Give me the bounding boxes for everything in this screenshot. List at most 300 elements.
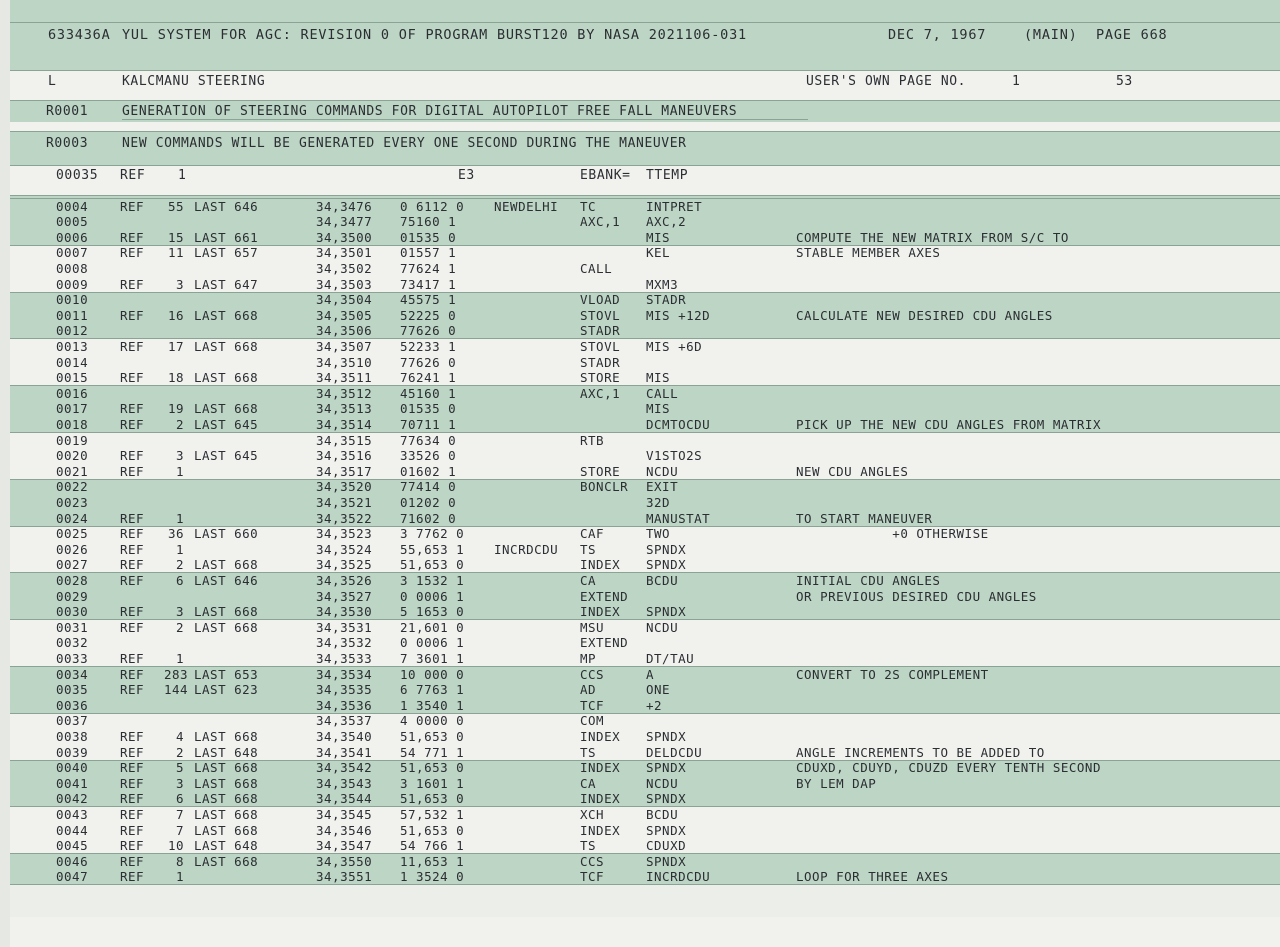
rule — [10, 100, 1280, 101]
row-refnum: 11 — [168, 245, 185, 261]
row-seq: 0035 — [56, 682, 89, 698]
rule — [10, 131, 1280, 132]
table-row — [0, 869, 1280, 885]
table-row — [0, 277, 1280, 293]
row-address: 34,3546 — [316, 822, 373, 838]
row-label: NEWDELHI — [494, 198, 559, 214]
row-seq: 0012 — [56, 323, 89, 339]
row-address: 34,3515 — [316, 432, 373, 448]
header-job: 633436A — [48, 27, 111, 43]
row-operand: DCMTOCDU — [646, 416, 711, 432]
row-opcode: INDEX — [580, 822, 621, 838]
row-refnum: 3 — [176, 604, 185, 620]
row-refnum: 4 — [176, 728, 185, 744]
row-refnum: 1 — [176, 541, 185, 557]
row-ref: REF — [120, 463, 145, 479]
table-row — [0, 760, 1280, 776]
row-seq: 0018 — [56, 416, 89, 432]
row-last: LAST 645 — [194, 416, 259, 432]
row-address: 34,3502 — [316, 260, 373, 276]
row-ref: REF — [120, 541, 145, 557]
table-row — [0, 667, 1280, 683]
row-last: LAST 668 — [194, 307, 259, 323]
row-code: 3 1601 1 — [400, 775, 465, 791]
row-code: 10 000 0 — [400, 666, 465, 682]
rule — [10, 195, 1280, 196]
row-address: 34,3507 — [316, 338, 373, 354]
row-address: 34,3550 — [316, 853, 373, 869]
row-address: 34,3540 — [316, 728, 373, 744]
row-opcode: STORE — [580, 463, 621, 479]
row-ref: REF — [120, 853, 145, 869]
row-opcode: CALL — [580, 260, 613, 276]
row-code: 51,653 0 — [400, 557, 465, 573]
row-opcode: CCS — [580, 666, 605, 682]
row-address: 34,3505 — [316, 307, 373, 323]
row-opcode: STOVL — [580, 338, 621, 354]
table-row — [0, 479, 1280, 495]
table-row — [0, 573, 1280, 589]
row-refnum: 55 — [168, 198, 185, 214]
table-row — [0, 355, 1280, 371]
row-code: 77414 0 — [400, 479, 457, 495]
row-operand: NCDU — [646, 463, 679, 479]
row-code: 01602 1 — [400, 463, 457, 479]
table-row — [0, 854, 1280, 870]
row-operand: SPNDX — [646, 760, 687, 776]
row-refnum: 7 — [176, 806, 185, 822]
row-refnum: 2 — [176, 416, 185, 432]
row-last: LAST 646 — [194, 572, 259, 588]
row-seq: 0009 — [56, 276, 89, 292]
row-opcode: CA — [580, 572, 597, 588]
row-opcode: CAF — [580, 526, 605, 542]
row-code: 71602 0 — [400, 510, 457, 526]
row-ref: REF — [120, 728, 145, 744]
row-address: 34,3542 — [316, 760, 373, 776]
table-row — [0, 542, 1280, 558]
row-address: 34,3503 — [316, 276, 373, 292]
row-code: 51,653 0 — [400, 822, 465, 838]
row-comment: TO START MANEUVER — [796, 510, 933, 526]
row-ref: REF — [120, 526, 145, 542]
row-opcode: RTB — [580, 432, 605, 448]
row-address: 34,3547 — [316, 838, 373, 854]
table-row — [0, 526, 1280, 542]
ebank-band — [10, 165, 1280, 195]
row-operand: MIS +6D — [646, 338, 703, 354]
row-code: 51,653 0 — [400, 760, 465, 776]
row-comment: ANGLE INCREMENTS TO BE ADDED TO — [796, 744, 1045, 760]
row-opcode: TCF — [580, 697, 605, 713]
table-row — [0, 807, 1280, 823]
row-operand: CALL — [646, 385, 679, 401]
row-refnum: 2 — [176, 619, 185, 635]
row-opcode: MP — [580, 650, 597, 666]
row-seq: 0029 — [56, 588, 89, 604]
row-opcode: AXC,1 — [580, 214, 621, 230]
row-opcode: STORE — [580, 370, 621, 386]
table-row — [0, 230, 1280, 246]
row-operand: CDUXD — [646, 838, 687, 854]
row-refnum: 2 — [176, 557, 185, 573]
row-operand: SPNDX — [646, 853, 687, 869]
row-refnum: 16 — [168, 307, 185, 323]
row-seq: 0015 — [56, 370, 89, 386]
table-row — [0, 214, 1280, 230]
row-seq: 0020 — [56, 448, 89, 464]
row-address: 34,3520 — [316, 479, 373, 495]
row-operand: ONE — [646, 682, 671, 698]
row-code: 77624 1 — [400, 260, 457, 276]
row-opcode: TC — [580, 198, 597, 214]
row-code: 4 0000 0 — [400, 713, 465, 729]
row-address: 34,3545 — [316, 806, 373, 822]
table-row — [0, 745, 1280, 761]
row-refnum: 1 — [176, 463, 185, 479]
row-address: 34,3537 — [316, 713, 373, 729]
table-row — [0, 417, 1280, 433]
row-seq: 0016 — [56, 385, 89, 401]
row-ref: REF — [120, 416, 145, 432]
ebank-operand: TTEMP — [646, 168, 689, 183]
row-code: 7 3601 1 — [400, 650, 465, 666]
row-code: 3 7762 0 — [400, 526, 465, 542]
row-address: 34,3514 — [316, 416, 373, 432]
row-address: 34,3476 — [316, 198, 373, 214]
row-operand: STADR — [646, 292, 687, 308]
row-operand: SPNDX — [646, 557, 687, 573]
rule — [10, 70, 1280, 71]
row-ref: REF — [120, 572, 145, 588]
row-seq: 0021 — [56, 463, 89, 479]
users-page-no: 1 — [1012, 74, 1021, 89]
row-last: LAST 668 — [194, 806, 259, 822]
row-code: 0 0006 1 — [400, 588, 465, 604]
row-operand: SPNDX — [646, 728, 687, 744]
row-refnum: 1 — [176, 510, 185, 526]
row-last: LAST 647 — [194, 276, 259, 292]
table-row — [0, 448, 1280, 464]
row-operand: MANUSTAT — [646, 510, 711, 526]
row-code: 76241 1 — [400, 370, 457, 386]
table-row — [0, 776, 1280, 792]
remark-id: R0003 — [46, 136, 89, 151]
row-comment: PICK UP THE NEW CDU ANGLES FROM MATRIX — [796, 416, 1101, 432]
row-code: 52225 0 — [400, 307, 457, 323]
row-refnum: 3 — [176, 276, 185, 292]
row-opcode: TS — [580, 838, 597, 854]
row-operand: DT/TAU — [646, 650, 695, 666]
row-ref: REF — [120, 806, 145, 822]
row-opcode: VLOAD — [580, 292, 621, 308]
row-seq: 0042 — [56, 791, 89, 807]
row-seq: 0039 — [56, 744, 89, 760]
table-row — [0, 713, 1280, 729]
row-operand: SPNDX — [646, 822, 687, 838]
row-ref: REF — [120, 557, 145, 573]
row-refnum: 1 — [176, 650, 185, 666]
row-seq: 0023 — [56, 494, 89, 510]
row-code: 21,601 0 — [400, 619, 465, 635]
row-last: LAST 668 — [194, 338, 259, 354]
row-ref: REF — [120, 838, 145, 854]
row-address: 34,3551 — [316, 869, 373, 885]
row-ref: REF — [120, 338, 145, 354]
row-refnum: 18 — [168, 370, 185, 386]
row-seq: 0044 — [56, 822, 89, 838]
row-ref: REF — [120, 276, 145, 292]
table-row — [0, 620, 1280, 636]
row-ref: REF — [120, 245, 145, 261]
row-seq: 0008 — [56, 260, 89, 276]
row-last: LAST 623 — [194, 682, 259, 698]
row-operand: MIS — [646, 229, 671, 245]
row-last: LAST 668 — [194, 822, 259, 838]
row-operand: +2 — [646, 697, 663, 713]
row-operand: BCDU — [646, 572, 679, 588]
row-ref: REF — [120, 760, 145, 776]
row-code: 6 7763 1 — [400, 682, 465, 698]
row-code: 70711 1 — [400, 416, 457, 432]
row-operand: V1STO2S — [646, 448, 703, 464]
row-address: 34,3500 — [316, 229, 373, 245]
row-opcode: STADR — [580, 323, 621, 339]
row-opcode: COM — [580, 713, 605, 729]
row-seq: 0041 — [56, 775, 89, 791]
table-row — [0, 370, 1280, 386]
row-code: 75160 1 — [400, 214, 457, 230]
row-ref: REF — [120, 510, 145, 526]
rule — [10, 22, 1280, 23]
row-refnum: 5 — [176, 760, 185, 776]
row-code: 54 771 1 — [400, 744, 465, 760]
row-last: LAST 653 — [194, 666, 259, 682]
row-refnum: 7 — [176, 822, 185, 838]
row-opcode: INDEX — [580, 791, 621, 807]
row-last: LAST 645 — [194, 448, 259, 464]
row-last: LAST 668 — [194, 619, 259, 635]
row-opcode: INDEX — [580, 557, 621, 573]
row-comment: OR PREVIOUS DESIRED CDU ANGLES — [796, 588, 1037, 604]
row-last: LAST 660 — [194, 526, 259, 542]
table-row — [0, 386, 1280, 402]
row-address: 34,3501 — [316, 245, 373, 261]
row-comment: BY LEM DAP — [796, 775, 877, 791]
row-last: LAST 668 — [194, 760, 259, 776]
users-page-extra: 53 — [1116, 74, 1133, 89]
row-seq: 0027 — [56, 557, 89, 573]
table-row — [0, 245, 1280, 261]
row-code: 54 766 1 — [400, 838, 465, 854]
row-ref: REF — [120, 198, 145, 214]
row-code: 0 6112 0 — [400, 198, 465, 214]
row-seq: 0043 — [56, 806, 89, 822]
row-label: INCRDCDU — [494, 541, 559, 557]
row-seq: 0037 — [56, 713, 89, 729]
row-code: 45575 1 — [400, 292, 457, 308]
row-seq: 0005 — [56, 214, 89, 230]
table-row — [0, 199, 1280, 215]
row-seq: 0025 — [56, 526, 89, 542]
table-row — [0, 401, 1280, 417]
row-seq: 0030 — [56, 604, 89, 620]
rule — [10, 165, 1280, 166]
ebank-refnum: 1 — [178, 168, 187, 183]
row-ref: REF — [120, 650, 145, 666]
row-ref: REF — [120, 682, 145, 698]
row-operand: MIS — [646, 370, 671, 386]
table-row — [0, 823, 1280, 839]
row-operand: BCDU — [646, 806, 679, 822]
row-seq: 0033 — [56, 650, 89, 666]
table-row — [0, 323, 1280, 339]
row-opcode: INDEX — [580, 728, 621, 744]
row-last: LAST 661 — [194, 229, 259, 245]
table-row — [0, 651, 1280, 667]
row-seq: 0006 — [56, 229, 89, 245]
row-operand: AXC,2 — [646, 214, 687, 230]
row-seq: 0022 — [56, 479, 89, 495]
row-comment: +0 OTHERWISE — [796, 526, 989, 542]
row-code: 3 1532 1 — [400, 572, 465, 588]
log-name: KALCMANU STEERING — [122, 74, 266, 89]
row-address: 34,3504 — [316, 292, 373, 308]
row-refnum: 6 — [176, 572, 185, 588]
row-seq: 0031 — [56, 619, 89, 635]
row-ref: REF — [120, 401, 145, 417]
row-ref: REF — [120, 791, 145, 807]
row-opcode: XCH — [580, 806, 605, 822]
row-code: 77626 0 — [400, 323, 457, 339]
row-seq: 0011 — [56, 307, 89, 323]
header-page: PAGE 668 — [1096, 27, 1168, 43]
row-address: 34,3532 — [316, 635, 373, 651]
row-last: LAST 668 — [194, 853, 259, 869]
row-code: 55,653 1 — [400, 541, 465, 557]
table-row — [0, 557, 1280, 573]
row-code: 11,653 1 — [400, 853, 465, 869]
row-address: 34,3524 — [316, 541, 373, 557]
row-refnum: 17 — [168, 338, 185, 354]
row-refnum: 283 — [164, 666, 189, 682]
page-bottom — [10, 917, 1280, 947]
row-refnum: 8 — [176, 853, 185, 869]
header-section: (MAIN) — [1024, 27, 1078, 43]
row-last: LAST 668 — [194, 557, 259, 573]
row-operand: KEL — [646, 245, 671, 261]
table-row — [0, 698, 1280, 714]
row-operand: SPNDX — [646, 791, 687, 807]
row-opcode: TS — [580, 744, 597, 760]
row-refnum: 36 — [168, 526, 185, 542]
row-seq: 0004 — [56, 198, 89, 214]
row-address: 34,3516 — [316, 448, 373, 464]
row-address: 34,3543 — [316, 775, 373, 791]
row-seq: 0014 — [56, 354, 89, 370]
row-refnum: 2 — [176, 744, 185, 760]
row-operand: INCRDCDU — [646, 869, 711, 885]
row-last: LAST 668 — [194, 728, 259, 744]
row-operand: DELDCDU — [646, 744, 703, 760]
row-operand: NCDU — [646, 775, 679, 791]
row-code: 51,653 0 — [400, 791, 465, 807]
log-type: L — [48, 74, 57, 89]
row-address: 34,3533 — [316, 650, 373, 666]
row-seq: 0038 — [56, 728, 89, 744]
row-address: 34,3510 — [316, 354, 373, 370]
table-row — [0, 635, 1280, 651]
row-operand: 32D — [646, 494, 671, 510]
row-comment: NEW CDU ANGLES — [796, 463, 909, 479]
row-code: 5 1653 0 — [400, 604, 465, 620]
row-seq: 0036 — [56, 697, 89, 713]
header-title: YUL SYSTEM FOR AGC: REVISION 0 OF PROGRAM BURST120 BY NASA 2021106-031 — [122, 27, 747, 43]
row-opcode: AD — [580, 682, 597, 698]
row-code: 01557 1 — [400, 245, 457, 261]
row-refnum: 3 — [176, 448, 185, 464]
table-row — [0, 464, 1280, 480]
row-last: LAST 668 — [194, 775, 259, 791]
row-opcode: STADR — [580, 354, 621, 370]
row-last: LAST 648 — [194, 744, 259, 760]
row-refnum: 19 — [168, 401, 185, 417]
row-ref: REF — [120, 448, 145, 464]
row-ref: REF — [120, 370, 145, 386]
row-refnum: 10 — [168, 838, 185, 854]
row-comment: CONVERT TO 2S COMPLEMENT — [796, 666, 989, 682]
table-row — [0, 589, 1280, 605]
row-opcode: AXC,1 — [580, 385, 621, 401]
users-page-label: USER'S OWN PAGE NO. — [806, 74, 967, 89]
remark-id: R0001 — [46, 104, 89, 119]
row-code: 51,653 0 — [400, 728, 465, 744]
row-last: LAST 668 — [194, 370, 259, 386]
ebank-code: E3 — [458, 168, 475, 183]
row-last: LAST 657 — [194, 245, 259, 261]
row-code: 01535 0 — [400, 401, 457, 417]
ebank-op: EBANK= — [580, 168, 631, 183]
row-address: 34,3512 — [316, 385, 373, 401]
row-opcode: EXTEND — [580, 588, 629, 604]
row-last: LAST 648 — [194, 838, 259, 854]
header-date: DEC 7, 1967 — [888, 27, 987, 43]
row-address: 34,3530 — [316, 604, 373, 620]
row-address: 34,3517 — [316, 463, 373, 479]
table-row — [0, 261, 1280, 277]
row-seq: 0034 — [56, 666, 89, 682]
row-operand: MIS — [646, 401, 671, 417]
row-opcode: EXTEND — [580, 635, 629, 651]
row-comment: STABLE MEMBER AXES — [796, 245, 941, 261]
row-code: 77634 0 — [400, 432, 457, 448]
remark-text: GENERATION OF STEERING COMMANDS FOR DIGITAL AUTOPILOT FREE FALL MANEUVERS — [122, 104, 738, 119]
row-address: 34,3525 — [316, 557, 373, 573]
row-address: 34,3535 — [316, 682, 373, 698]
row-ref: REF — [120, 822, 145, 838]
row-address: 34,3506 — [316, 323, 373, 339]
row-ref: REF — [120, 229, 145, 245]
row-opcode: CCS — [580, 853, 605, 869]
row-opcode: CA — [580, 775, 597, 791]
row-operand: INTPRET — [646, 198, 703, 214]
row-seq: 0024 — [56, 510, 89, 526]
table-row — [0, 308, 1280, 324]
row-last: LAST 668 — [194, 604, 259, 620]
row-address: 34,3534 — [316, 666, 373, 682]
row-address: 34,3527 — [316, 588, 373, 604]
row-seq: 0032 — [56, 635, 89, 651]
